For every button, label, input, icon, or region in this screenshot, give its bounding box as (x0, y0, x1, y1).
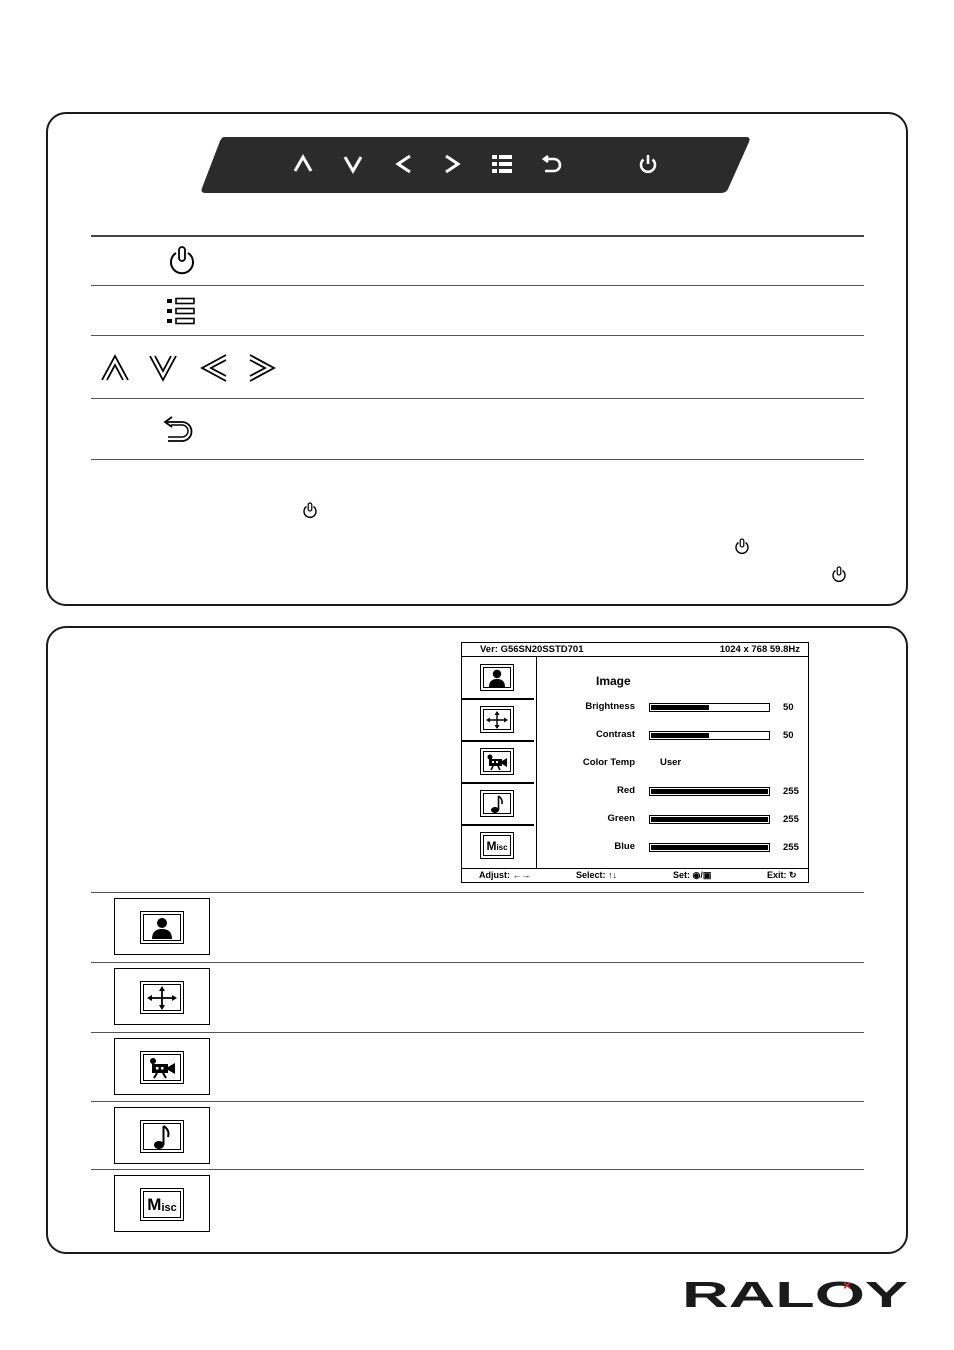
return-icon: ↻ (789, 870, 797, 880)
tab-source[interactable] (462, 741, 534, 784)
osd-header (462, 643, 808, 657)
red-slider[interactable] (649, 787, 770, 796)
contrast-label: Contrast (595, 729, 635, 740)
table-divider (91, 962, 864, 963)
slider-fill (651, 845, 768, 850)
brightness-slider[interactable] (649, 703, 770, 712)
resolution-readout: 1024 x 768 59.8Hz (719, 644, 800, 655)
up-icon[interactable] (292, 153, 314, 175)
blue-value: 255 (783, 842, 799, 853)
music-note-icon (480, 790, 514, 817)
menu-icon (165, 297, 197, 327)
misc-icon: M isc (140, 1188, 184, 1221)
table-divider (91, 235, 864, 237)
osd-menu (461, 642, 809, 883)
person-icon (480, 664, 514, 691)
right-icon[interactable] (441, 153, 463, 175)
music-note-icon (140, 1120, 184, 1153)
return-icon[interactable] (540, 152, 564, 176)
up-down-arrows-icon: ↑↓ (608, 870, 618, 880)
table-divider (91, 1032, 864, 1033)
red-value: 255 (783, 786, 799, 797)
audio-menu-icon-box (114, 1107, 210, 1164)
projector-icon (480, 748, 514, 775)
position-menu-icon-box (114, 968, 210, 1025)
tab-audio[interactable] (462, 783, 534, 826)
table-divider (91, 335, 864, 336)
raloy-logo (682, 1278, 910, 1310)
control-strip (198, 134, 752, 195)
power-icon (830, 565, 848, 584)
table-divider (91, 1101, 864, 1102)
exit-hint: Exit: ↻ (767, 870, 797, 880)
contrast-slider[interactable] (649, 731, 770, 740)
set-hint: Set: ◉/▣ (673, 870, 712, 880)
green-slider[interactable] (649, 815, 770, 824)
blue-slider[interactable] (649, 843, 770, 852)
brightness-value: 50 (783, 702, 794, 713)
power-icon (733, 537, 751, 556)
menu-icon[interactable] (490, 153, 514, 175)
svg-text:×: × (843, 1278, 852, 1293)
source-menu-icon-box (114, 1038, 210, 1095)
misc-icon: M isc (480, 832, 514, 859)
menu-icon: ▣ (702, 870, 712, 880)
power-icon (301, 501, 319, 520)
color-temp-label: Color Temp (582, 757, 635, 768)
table-divider (91, 1169, 864, 1170)
osd-footer (462, 868, 808, 882)
power-icon[interactable] (636, 152, 660, 176)
table-divider (91, 398, 864, 399)
red-label: Red (617, 785, 635, 796)
power-icon (166, 245, 198, 277)
down-icon[interactable] (342, 153, 364, 175)
return-icon (162, 414, 198, 446)
tab-misc[interactable] (462, 825, 534, 866)
firmware-version: Ver: G56SN20SSTD701 (480, 644, 584, 655)
slider-fill (651, 817, 768, 822)
position-arrows-icon (140, 981, 184, 1014)
blue-label: Blue (614, 841, 635, 852)
table-divider (91, 285, 864, 286)
left-right-arrows-icon: ←→ (512, 870, 531, 880)
slider-fill (651, 705, 709, 710)
osd-section-title: Image (596, 674, 631, 688)
contrast-value: 50 (783, 730, 794, 741)
green-value: 255 (783, 814, 799, 825)
slider-fill (651, 789, 768, 794)
image-menu-icon-box (114, 898, 210, 955)
tab-image[interactable] (462, 657, 534, 700)
green-label: Green (607, 813, 635, 824)
table-divider (91, 892, 864, 893)
tab-position[interactable] (462, 699, 534, 742)
position-arrows-icon (480, 706, 514, 733)
arrow-keys-icon (98, 350, 280, 386)
svg-text:RALOY: RALOY (682, 1278, 908, 1310)
projector-icon (140, 1051, 184, 1084)
slider-fill (651, 733, 709, 738)
power-icon: ◉ (692, 870, 701, 880)
person-icon (140, 911, 184, 944)
table-divider (91, 459, 864, 460)
left-icon[interactable] (393, 153, 415, 175)
color-temp-value[interactable]: User (660, 757, 682, 768)
misc-menu-icon-box (114, 1175, 210, 1232)
brightness-label: Brightness (585, 701, 635, 712)
adjust-hint: Adjust: ←→ (479, 870, 531, 880)
select-hint: Select: ↑↓ (576, 870, 618, 880)
